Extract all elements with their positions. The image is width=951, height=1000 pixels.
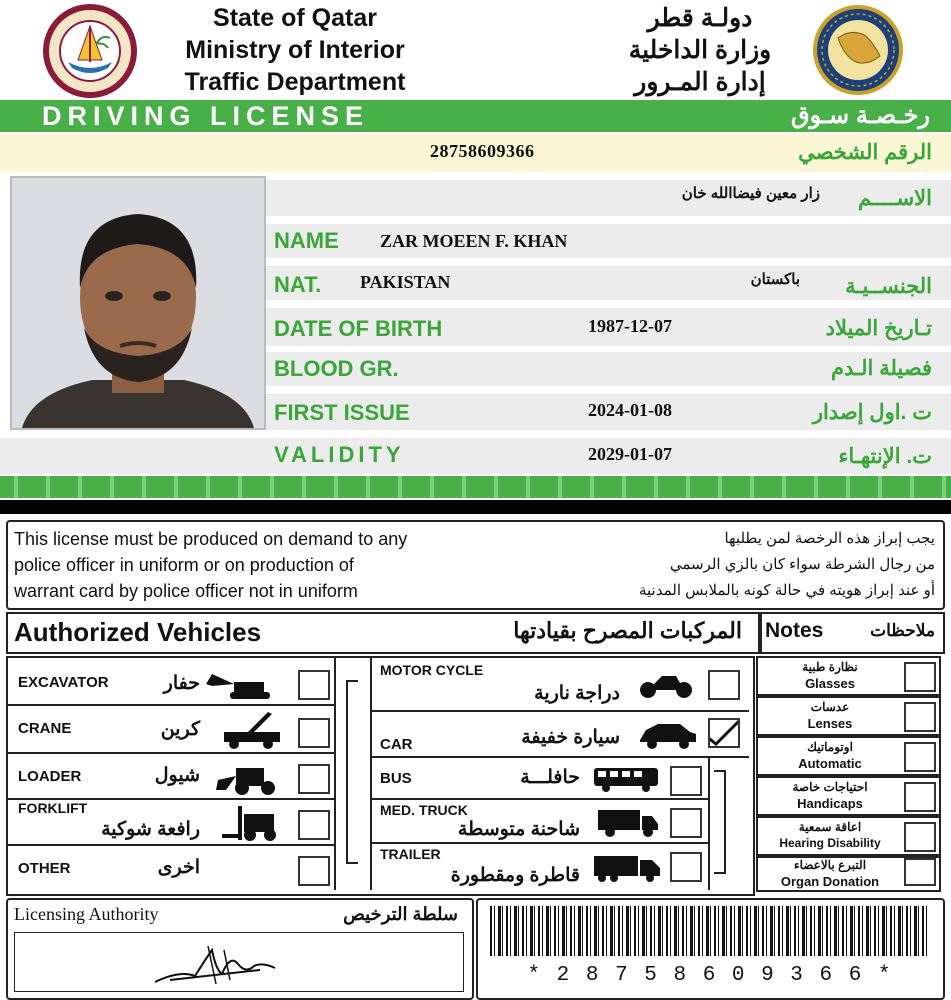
checkbox-trailer[interactable]: [670, 852, 702, 882]
bus-icon: [592, 764, 660, 794]
note-organ-ar: التبرع بالاعضاء: [793, 858, 867, 872]
header-english: [150, 2, 440, 98]
vehicle-car-ar: سيارة خفيفة: [521, 727, 620, 748]
loader-icon: [212, 760, 288, 796]
personal-number-label-ar: الرقم الشخصي: [798, 141, 932, 164]
nat-label: NAT.: [274, 272, 322, 297]
header-en-line: Ministry of Interior: [185, 36, 405, 64]
row-separator: [370, 710, 749, 712]
note-lenses-ar: عدسات: [810, 700, 850, 714]
checkbox-other[interactable]: [298, 856, 330, 886]
header-arabic: [600, 2, 800, 98]
row-separator: [8, 752, 334, 754]
row-separator: [370, 842, 710, 844]
bracket-icon: [714, 770, 726, 874]
note-automatic-ar: اوتوماتيك: [807, 740, 853, 754]
first-issue-label: FIRST ISSUE: [274, 400, 410, 425]
dob-label: DATE OF BIRTH: [274, 316, 443, 341]
decorative-border: [0, 476, 951, 498]
blood-label: BLOOD GR.: [274, 356, 399, 381]
validity-label: VALIDITY: [274, 442, 405, 467]
vehicle-excavator-en: EXCAVATOR: [18, 674, 109, 691]
notes-title-ar: ملاحظات: [870, 621, 935, 640]
vehicle-other-ar: اخرى: [157, 857, 200, 878]
motorcycle-icon: [636, 666, 696, 700]
card-separator: [0, 500, 951, 514]
checkbox-med-truck[interactable]: [670, 808, 702, 838]
checkbox-bus[interactable]: [670, 766, 702, 796]
vehicles-title-en: Authorized Vehicles: [14, 617, 262, 647]
vehicle-bus-ar: حافلـــة: [520, 767, 580, 788]
qatar-emblem-icon: [30, 4, 150, 98]
vehicle-med-truck-ar: شاحنة متوسطة: [457, 819, 580, 840]
checkbox-loader[interactable]: [298, 764, 330, 794]
checkbox-handicaps[interactable]: [904, 782, 936, 812]
notice-arabic: [545, 526, 935, 604]
first-issue-value: 2024-01-08: [588, 400, 672, 420]
note-hearing-en: Hearing Disability: [779, 836, 881, 850]
car-icon: [636, 720, 700, 750]
notice-english: [14, 526, 544, 604]
vehicle-loader-ar: شيول: [154, 765, 200, 786]
row-name: [266, 224, 951, 258]
validity-value: 2029-01-07: [588, 444, 672, 464]
nat-value: PAKISTAN: [360, 272, 451, 292]
notice-en-line: warrant card by police officer not in uniform: [14, 581, 358, 601]
vehicle-trailer-ar: قاطرة ومقطورة: [450, 865, 580, 886]
dob-label-ar: تـاريخ الميلاد: [825, 317, 932, 340]
vehicle-other-en: OTHER: [18, 860, 71, 877]
authority-label-en: Licensing Authority: [14, 904, 159, 924]
checkbox-crane[interactable]: [298, 718, 330, 748]
vehicle-motorcycle-en: MOTOR CYCLE: [380, 662, 484, 678]
checkbox-forklift[interactable]: [298, 810, 330, 840]
note-glasses-ar: نظارة طبية: [802, 660, 858, 674]
header-ar-line: دولـة قطر: [647, 4, 753, 32]
checkbox-automatic[interactable]: [904, 742, 936, 772]
vehicle-trailer-en: TRAILER: [380, 846, 441, 862]
name-label: NAME: [274, 228, 339, 253]
barcode: [490, 906, 930, 956]
vehicle-forklift-en: FORKLIFT: [18, 800, 88, 816]
checkbox-glasses[interactable]: [904, 662, 936, 692]
trailer-icon: [592, 852, 662, 884]
vehicle-med-truck-en: MED. TRUCK: [380, 802, 468, 818]
note-glasses-en: Glasses: [805, 676, 855, 691]
checkbox-hearing[interactable]: [904, 822, 936, 852]
header-en-line: Traffic Department: [184, 68, 406, 96]
vehicle-crane-ar: كرين: [160, 719, 200, 740]
name-value: ZAR MOEEN F. KHAN: [380, 231, 568, 251]
notes-title-en: Notes: [765, 619, 824, 642]
checkbox-car[interactable]: [708, 718, 740, 748]
note-hearing-ar: اعاقة سمعية: [798, 820, 862, 834]
vehicle-loader-en: LOADER: [18, 768, 82, 785]
name-ar-label: الاســــم: [858, 187, 932, 210]
checkbox-lenses[interactable]: [904, 702, 936, 732]
license-title-en: DRIVING LICENSE: [42, 101, 370, 131]
row-separator: [8, 844, 334, 846]
notice-en-line: This license must be produced on demand to any: [14, 529, 408, 549]
checkbox-excavator[interactable]: [298, 670, 330, 700]
bracket-icon: [346, 680, 358, 864]
row-separator: [370, 798, 710, 800]
name-ar-value: زار معين فيضاالله خان: [681, 185, 820, 202]
note-handicaps-ar: احتياجات خاصة: [792, 780, 868, 794]
nat-label-ar: الجنســيـة: [845, 275, 932, 298]
row-separator: [708, 758, 710, 890]
row-separator: [8, 704, 334, 706]
validity-label-ar: ت. الإنتهـاء: [838, 445, 932, 468]
vehicle-crane-en: CRANE: [18, 720, 72, 737]
notice-en-line: police officer in uniform or on production of: [14, 555, 354, 575]
checkmark-icon: [710, 720, 738, 746]
personal-number: 28758609366: [430, 141, 535, 161]
checkbox-organ-donation[interactable]: [904, 858, 936, 886]
crane-truck-icon: [218, 710, 288, 750]
barcode-text: * 2 8 7 5 8 6 0 9 3 6 6 *: [527, 964, 893, 987]
authority-label-ar: سلطة الترخيص: [343, 904, 458, 924]
note-lenses-en: Lenses: [807, 716, 853, 731]
forklift-icon: [218, 804, 288, 842]
holder-photo: [10, 176, 266, 430]
row-separator: [370, 756, 749, 758]
notice-ar-line: من رجال الشرطة سواء كان بالزي الرسمي: [669, 556, 935, 573]
excavator-icon: [204, 670, 284, 700]
first-issue-label-ar: ت .اول إصدار: [812, 401, 932, 424]
vehicle-forklift-ar: رافعة شوكية: [101, 819, 200, 840]
gcc-emblem-icon: [808, 4, 908, 96]
vehicle-bus-en: BUS: [380, 770, 412, 787]
note-handicaps-en: Handicaps: [797, 796, 863, 811]
truck-icon: [596, 806, 660, 838]
note-automatic-en: Automatic: [798, 756, 862, 771]
header-ar-line: وزارة الداخلية: [628, 36, 772, 64]
header-en-line: State of Qatar: [213, 4, 377, 32]
nat-value-ar: باكستان: [750, 271, 800, 288]
license-title-ar: رخـصـة سـوق: [791, 102, 930, 129]
vehicles-title-ar: المركبات المصرح بقيادتها: [513, 618, 742, 643]
vehicle-motorcycle-ar: دراجة نارية: [534, 683, 620, 704]
notice-ar-line: أو عند إبراز هويته في حالة كونه بالملابس المدنية: [638, 582, 935, 599]
notice-ar-line: يجب إبراز هذه الرخصة لمن يطلبها: [724, 530, 935, 547]
signature-icon: [150, 940, 280, 990]
dob-value: 1987-12-07: [588, 316, 672, 336]
vehicle-car-en: CAR: [380, 736, 413, 753]
checkbox-motorcycle[interactable]: [708, 670, 740, 700]
vehicle-excavator-ar: حفار: [163, 673, 200, 694]
note-organ-en: Organ Donation: [780, 874, 880, 889]
header-ar-line: إدارة المـرور: [634, 68, 766, 96]
blood-label-ar: فصيلة الـدم: [830, 357, 932, 380]
